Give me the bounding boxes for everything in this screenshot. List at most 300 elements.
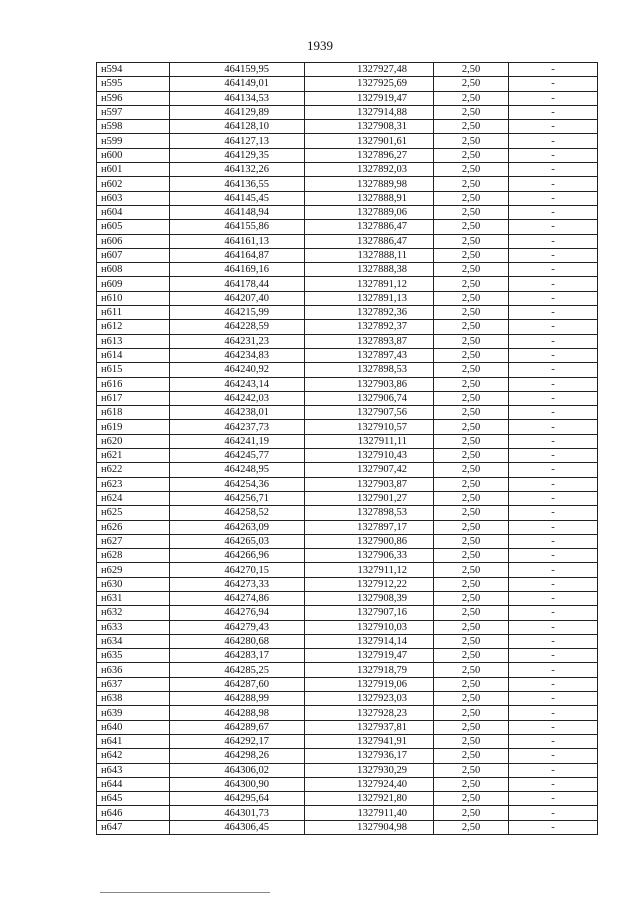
value-cell: 2,50 — [434, 520, 509, 534]
value-cell: 2,50 — [434, 749, 509, 763]
value-cell: 2,50 — [434, 591, 509, 605]
table-row — [97, 806, 598, 820]
table-row — [97, 763, 598, 777]
y-coordinate-cell: 1327893,87 — [305, 334, 434, 348]
point-name-cell: н598 — [97, 120, 170, 134]
point-name-cell: н597 — [97, 105, 170, 119]
table-row — [97, 363, 598, 377]
x-coordinate-cell: 464300,90 — [170, 777, 305, 791]
point-name-cell: н629 — [97, 563, 170, 577]
value-cell: 2,50 — [434, 491, 509, 505]
x-coordinate-cell: 464234,83 — [170, 348, 305, 362]
y-coordinate-cell: 1327892,37 — [305, 320, 434, 334]
point-name-cell: н600 — [97, 148, 170, 162]
point-name-cell: н628 — [97, 549, 170, 563]
y-coordinate-cell: 1327910,57 — [305, 420, 434, 434]
value-cell: 2,50 — [434, 734, 509, 748]
value-cell: 2,50 — [434, 634, 509, 648]
point-name-cell: н609 — [97, 277, 170, 291]
point-name-cell: н636 — [97, 663, 170, 677]
x-coordinate-cell: 464274,86 — [170, 591, 305, 605]
dash-cell: - — [509, 749, 598, 763]
table-row — [97, 105, 598, 119]
point-name-cell: н594 — [97, 63, 170, 77]
y-coordinate-cell: 1327886,47 — [305, 234, 434, 248]
y-coordinate-cell: 1327941,91 — [305, 734, 434, 748]
table-row — [97, 148, 598, 162]
dash-cell: - — [509, 792, 598, 806]
value-cell: 2,50 — [434, 306, 509, 320]
y-coordinate-cell: 1327919,47 — [305, 649, 434, 663]
y-coordinate-cell: 1327889,98 — [305, 177, 434, 191]
x-coordinate-cell: 464270,15 — [170, 563, 305, 577]
x-coordinate-cell: 464288,98 — [170, 706, 305, 720]
y-coordinate-cell: 1327886,47 — [305, 220, 434, 234]
y-coordinate-cell: 1327898,53 — [305, 506, 434, 520]
table-row — [97, 663, 598, 677]
point-name-cell: н632 — [97, 606, 170, 620]
y-coordinate-cell: 1327923,03 — [305, 692, 434, 706]
dash-cell: - — [509, 91, 598, 105]
x-coordinate-cell: 464149,01 — [170, 77, 305, 91]
y-coordinate-cell: 1327914,14 — [305, 634, 434, 648]
point-name-cell: н607 — [97, 248, 170, 262]
table-row — [97, 620, 598, 634]
table-row — [97, 449, 598, 463]
x-coordinate-cell: 464248,95 — [170, 463, 305, 477]
dash-cell: - — [509, 191, 598, 205]
value-cell: 2,50 — [434, 477, 509, 491]
point-name-cell: н634 — [97, 634, 170, 648]
point-name-cell: н627 — [97, 534, 170, 548]
dash-cell: - — [509, 692, 598, 706]
point-name-cell: н608 — [97, 263, 170, 277]
y-coordinate-cell: 1327904,98 — [305, 820, 434, 834]
y-coordinate-cell: 1327906,74 — [305, 391, 434, 405]
value-cell: 2,50 — [434, 534, 509, 548]
table-row — [97, 263, 598, 277]
x-coordinate-cell: 464285,25 — [170, 663, 305, 677]
value-cell: 2,50 — [434, 420, 509, 434]
dash-cell: - — [509, 649, 598, 663]
point-name-cell: н602 — [97, 177, 170, 191]
x-coordinate-cell: 464134,53 — [170, 91, 305, 105]
y-coordinate-cell: 1327908,31 — [305, 120, 434, 134]
x-coordinate-cell: 464289,67 — [170, 720, 305, 734]
y-coordinate-cell: 1327891,12 — [305, 277, 434, 291]
dash-cell: - — [509, 449, 598, 463]
value-cell: 2,50 — [434, 806, 509, 820]
x-coordinate-cell: 464178,44 — [170, 277, 305, 291]
y-coordinate-cell: 1327907,42 — [305, 463, 434, 477]
x-coordinate-cell: 464288,99 — [170, 692, 305, 706]
y-coordinate-cell: 1327901,61 — [305, 134, 434, 148]
point-name-cell: н614 — [97, 348, 170, 362]
point-name-cell: н644 — [97, 777, 170, 791]
x-coordinate-cell: 464129,35 — [170, 148, 305, 162]
dash-cell: - — [509, 163, 598, 177]
dash-cell: - — [509, 606, 598, 620]
value-cell: 2,50 — [434, 234, 509, 248]
x-coordinate-cell: 464276,94 — [170, 606, 305, 620]
table-row — [97, 291, 598, 305]
x-coordinate-cell: 464132,26 — [170, 163, 305, 177]
x-coordinate-cell: 464159,95 — [170, 63, 305, 77]
y-coordinate-cell: 1327888,38 — [305, 263, 434, 277]
value-cell: 2,50 — [434, 134, 509, 148]
x-coordinate-cell: 464241,19 — [170, 434, 305, 448]
dash-cell: - — [509, 177, 598, 191]
dash-cell: - — [509, 777, 598, 791]
value-cell: 2,50 — [434, 163, 509, 177]
y-coordinate-cell: 1327892,03 — [305, 163, 434, 177]
table-row — [97, 477, 598, 491]
dash-cell: - — [509, 391, 598, 405]
value-cell: 2,50 — [434, 277, 509, 291]
y-coordinate-cell: 1327897,17 — [305, 520, 434, 534]
point-name-cell: н596 — [97, 91, 170, 105]
x-coordinate-cell: 464155,86 — [170, 220, 305, 234]
dash-cell: - — [509, 205, 598, 219]
dash-cell: - — [509, 491, 598, 505]
table-row — [97, 649, 598, 663]
point-name-cell: н603 — [97, 191, 170, 205]
dash-cell: - — [509, 420, 598, 434]
x-coordinate-cell: 464207,40 — [170, 291, 305, 305]
value-cell: 2,50 — [434, 363, 509, 377]
dash-cell: - — [509, 734, 598, 748]
y-coordinate-cell: 1327918,79 — [305, 663, 434, 677]
value-cell: 2,50 — [434, 391, 509, 405]
value-cell: 2,50 — [434, 291, 509, 305]
x-coordinate-cell: 464254,36 — [170, 477, 305, 491]
y-coordinate-cell: 1327925,69 — [305, 77, 434, 91]
x-coordinate-cell: 464295,64 — [170, 792, 305, 806]
value-cell: 2,50 — [434, 506, 509, 520]
table-row — [97, 520, 598, 534]
dash-cell: - — [509, 820, 598, 834]
x-coordinate-cell: 464238,01 — [170, 406, 305, 420]
point-name-cell: н617 — [97, 391, 170, 405]
dash-cell: - — [509, 320, 598, 334]
table-row — [97, 63, 598, 77]
y-coordinate-cell: 1327937,81 — [305, 720, 434, 734]
value-cell: 2,50 — [434, 191, 509, 205]
y-coordinate-cell: 1327903,87 — [305, 477, 434, 491]
y-coordinate-cell: 1327912,22 — [305, 577, 434, 591]
x-coordinate-cell: 464306,02 — [170, 763, 305, 777]
point-name-cell: н623 — [97, 477, 170, 491]
x-coordinate-cell: 464301,73 — [170, 806, 305, 820]
dash-cell: - — [509, 520, 598, 534]
y-coordinate-cell: 1327914,88 — [305, 105, 434, 119]
table-row — [97, 820, 598, 834]
x-coordinate-cell: 464263,09 — [170, 520, 305, 534]
y-coordinate-cell: 1327900,86 — [305, 534, 434, 548]
y-coordinate-cell: 1327891,13 — [305, 291, 434, 305]
point-name-cell: н611 — [97, 306, 170, 320]
value-cell: 2,50 — [434, 620, 509, 634]
table-row — [97, 77, 598, 91]
x-coordinate-cell: 464161,13 — [170, 234, 305, 248]
value-cell: 2,50 — [434, 120, 509, 134]
y-coordinate-cell: 1327910,03 — [305, 620, 434, 634]
y-coordinate-cell: 1327896,27 — [305, 148, 434, 162]
table-row — [97, 334, 598, 348]
table-row — [97, 720, 598, 734]
x-coordinate-cell: 464145,45 — [170, 191, 305, 205]
point-name-cell: н601 — [97, 163, 170, 177]
y-coordinate-cell: 1327889,06 — [305, 205, 434, 219]
y-coordinate-cell: 1327936,17 — [305, 749, 434, 763]
dash-cell: - — [509, 220, 598, 234]
x-coordinate-cell: 464283,17 — [170, 649, 305, 663]
value-cell: 2,50 — [434, 320, 509, 334]
dash-cell: - — [509, 563, 598, 577]
dash-cell: - — [509, 534, 598, 548]
page-number: 1939 — [307, 38, 333, 53]
point-name-cell: н620 — [97, 434, 170, 448]
x-coordinate-cell: 464164,87 — [170, 248, 305, 262]
y-coordinate-cell: 1327898,53 — [305, 363, 434, 377]
dash-cell: - — [509, 434, 598, 448]
dash-cell: - — [509, 263, 598, 277]
dash-cell: - — [509, 634, 598, 648]
y-coordinate-cell: 1327903,86 — [305, 377, 434, 391]
value-cell: 2,50 — [434, 649, 509, 663]
value-cell: 2,50 — [434, 677, 509, 691]
y-coordinate-cell: 1327908,39 — [305, 591, 434, 605]
table-row — [97, 434, 598, 448]
x-coordinate-cell: 464240,92 — [170, 363, 305, 377]
dash-cell: - — [509, 277, 598, 291]
point-name-cell: н613 — [97, 334, 170, 348]
point-name-cell: н624 — [97, 491, 170, 505]
x-coordinate-cell: 464228,59 — [170, 320, 305, 334]
table-row — [97, 120, 598, 134]
point-name-cell: н642 — [97, 749, 170, 763]
coordinates-table — [96, 62, 598, 835]
point-name-cell: н630 — [97, 577, 170, 591]
value-cell: 2,50 — [434, 792, 509, 806]
value-cell: 2,50 — [434, 577, 509, 591]
point-name-cell: н610 — [97, 291, 170, 305]
table-row — [97, 191, 598, 205]
x-coordinate-cell: 464273,33 — [170, 577, 305, 591]
x-coordinate-cell: 464243,14 — [170, 377, 305, 391]
dash-cell: - — [509, 248, 598, 262]
point-name-cell: н647 — [97, 820, 170, 834]
table-row — [97, 577, 598, 591]
table-row — [97, 320, 598, 334]
coordinates-table-body — [97, 63, 598, 835]
dash-cell: - — [509, 306, 598, 320]
dash-cell: - — [509, 463, 598, 477]
table-row — [97, 420, 598, 434]
table-row — [97, 606, 598, 620]
x-coordinate-cell: 464265,03 — [170, 534, 305, 548]
table-row — [97, 563, 598, 577]
value-cell: 2,50 — [434, 177, 509, 191]
dash-cell: - — [509, 663, 598, 677]
value-cell: 2,50 — [434, 334, 509, 348]
table-row — [97, 506, 598, 520]
value-cell: 2,50 — [434, 105, 509, 119]
point-name-cell: н640 — [97, 720, 170, 734]
table-row — [97, 734, 598, 748]
point-name-cell: н641 — [97, 734, 170, 748]
point-name-cell: н599 — [97, 134, 170, 148]
dash-cell: - — [509, 291, 598, 305]
value-cell: 2,50 — [434, 692, 509, 706]
dash-cell: - — [509, 148, 598, 162]
value-cell: 2,50 — [434, 263, 509, 277]
x-coordinate-cell: 464237,73 — [170, 420, 305, 434]
dash-cell: - — [509, 234, 598, 248]
table-row — [97, 463, 598, 477]
y-coordinate-cell: 1327906,33 — [305, 549, 434, 563]
table-row — [97, 234, 598, 248]
value-cell: 2,50 — [434, 248, 509, 262]
table-row — [97, 391, 598, 405]
x-coordinate-cell: 464127,13 — [170, 134, 305, 148]
value-cell: 2,50 — [434, 606, 509, 620]
y-coordinate-cell: 1327888,91 — [305, 191, 434, 205]
value-cell: 2,50 — [434, 220, 509, 234]
table-row — [97, 348, 598, 362]
table-row — [97, 706, 598, 720]
value-cell: 2,50 — [434, 549, 509, 563]
dash-cell: - — [509, 720, 598, 734]
value-cell: 2,50 — [434, 406, 509, 420]
y-coordinate-cell: 1327901,27 — [305, 491, 434, 505]
table-row — [97, 406, 598, 420]
table-row — [97, 163, 598, 177]
table-row — [97, 634, 598, 648]
value-cell: 2,50 — [434, 348, 509, 362]
table-row — [97, 777, 598, 791]
x-coordinate-cell: 464148,94 — [170, 205, 305, 219]
y-coordinate-cell: 1327911,40 — [305, 806, 434, 820]
y-coordinate-cell: 1327928,23 — [305, 706, 434, 720]
dash-cell: - — [509, 477, 598, 491]
x-coordinate-cell: 464258,52 — [170, 506, 305, 520]
value-cell: 2,50 — [434, 434, 509, 448]
point-name-cell: н622 — [97, 463, 170, 477]
dash-cell: - — [509, 549, 598, 563]
dash-cell: - — [509, 63, 598, 77]
point-name-cell: н604 — [97, 205, 170, 219]
x-coordinate-cell: 464215,99 — [170, 306, 305, 320]
value-cell: 2,50 — [434, 148, 509, 162]
point-name-cell: н605 — [97, 220, 170, 234]
table-row — [97, 134, 598, 148]
point-name-cell: н638 — [97, 692, 170, 706]
point-name-cell: н645 — [97, 792, 170, 806]
dash-cell: - — [509, 348, 598, 362]
value-cell: 2,50 — [434, 463, 509, 477]
point-name-cell: н616 — [97, 377, 170, 391]
dash-cell: - — [509, 363, 598, 377]
dash-cell: - — [509, 506, 598, 520]
table-row — [97, 377, 598, 391]
table-row — [97, 677, 598, 691]
point-name-cell: н618 — [97, 406, 170, 420]
point-name-cell: н626 — [97, 520, 170, 534]
dash-cell: - — [509, 377, 598, 391]
y-coordinate-cell: 1327892,36 — [305, 306, 434, 320]
value-cell: 2,50 — [434, 720, 509, 734]
y-coordinate-cell: 1327911,11 — [305, 434, 434, 448]
table-row — [97, 749, 598, 763]
value-cell: 2,50 — [434, 91, 509, 105]
table-row — [97, 549, 598, 563]
x-coordinate-cell: 464306,45 — [170, 820, 305, 834]
dash-cell: - — [509, 577, 598, 591]
table-row — [97, 792, 598, 806]
y-coordinate-cell: 1327919,47 — [305, 91, 434, 105]
x-coordinate-cell: 464231,23 — [170, 334, 305, 348]
x-coordinate-cell: 464279,43 — [170, 620, 305, 634]
point-name-cell: н631 — [97, 591, 170, 605]
dash-cell: - — [509, 120, 598, 134]
value-cell: 2,50 — [434, 449, 509, 463]
point-name-cell: н615 — [97, 363, 170, 377]
y-coordinate-cell: 1327921,80 — [305, 792, 434, 806]
point-name-cell: н646 — [97, 806, 170, 820]
dash-cell: - — [509, 77, 598, 91]
value-cell: 2,50 — [434, 563, 509, 577]
x-coordinate-cell: 464169,16 — [170, 263, 305, 277]
y-coordinate-cell: 1327888,11 — [305, 248, 434, 262]
point-name-cell: н635 — [97, 649, 170, 663]
y-coordinate-cell: 1327907,56 — [305, 406, 434, 420]
x-coordinate-cell: 464280,68 — [170, 634, 305, 648]
dash-cell: - — [509, 406, 598, 420]
x-coordinate-cell: 464128,10 — [170, 120, 305, 134]
bottom-rule — [100, 892, 270, 893]
point-name-cell: н643 — [97, 763, 170, 777]
dash-cell: - — [509, 763, 598, 777]
y-coordinate-cell: 1327930,29 — [305, 763, 434, 777]
point-name-cell: н625 — [97, 506, 170, 520]
point-name-cell: н606 — [97, 234, 170, 248]
table-row — [97, 491, 598, 505]
point-name-cell: н619 — [97, 420, 170, 434]
value-cell: 2,50 — [434, 820, 509, 834]
value-cell: 2,50 — [434, 706, 509, 720]
y-coordinate-cell: 1327924,40 — [305, 777, 434, 791]
y-coordinate-cell: 1327919,06 — [305, 677, 434, 691]
dash-cell: - — [509, 334, 598, 348]
x-coordinate-cell: 464242,03 — [170, 391, 305, 405]
table-row — [97, 91, 598, 105]
dash-cell: - — [509, 134, 598, 148]
value-cell: 2,50 — [434, 777, 509, 791]
table-row — [97, 591, 598, 605]
point-name-cell: н633 — [97, 620, 170, 634]
y-coordinate-cell: 1327897,43 — [305, 348, 434, 362]
value-cell: 2,50 — [434, 763, 509, 777]
y-coordinate-cell: 1327910,43 — [305, 449, 434, 463]
point-name-cell: н621 — [97, 449, 170, 463]
value-cell: 2,50 — [434, 377, 509, 391]
y-coordinate-cell: 1327911,12 — [305, 563, 434, 577]
point-name-cell: н639 — [97, 706, 170, 720]
value-cell: 2,50 — [434, 663, 509, 677]
table-row — [97, 692, 598, 706]
dash-cell: - — [509, 677, 598, 691]
